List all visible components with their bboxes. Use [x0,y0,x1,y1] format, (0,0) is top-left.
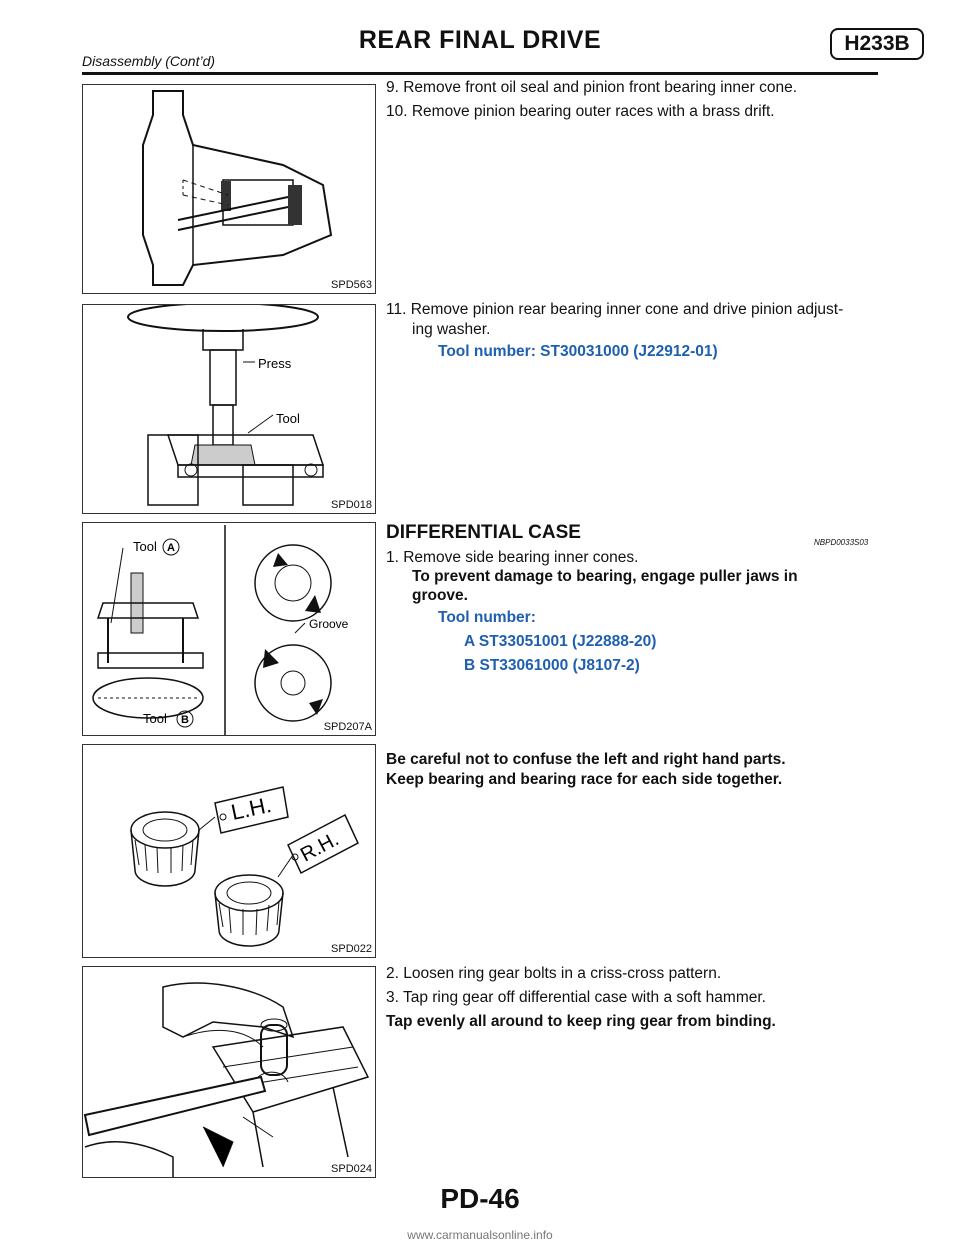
page-subtitle: Disassembly (Cont’d) [82,53,216,69]
tap-note: Tap evenly all around to keep ring gear from binding. [386,1013,776,1030]
puller-bearing-illustration [83,523,375,735]
figure-spd022 [82,744,376,958]
press-label: Press [258,356,292,371]
figure-spd563 [82,84,376,294]
figure-spd018 [82,304,376,514]
carrier-drift-illustration [83,85,375,293]
press-pinion-illustration [83,305,375,513]
section-heading: DIFFERENTIAL CASE [386,522,581,543]
step-11-cont: ing washer. [412,321,491,338]
tool-number-label: Tool number: [438,609,536,626]
diff-step-3: 3. Tap ring gear off differential case with a soft hammer. [386,989,766,1006]
diff-step-2: 2. Loosen ring gear bolts in a criss-cross pattern. [386,965,722,982]
rh-tag-label: R.H. [297,828,343,867]
tool-label: Tool [276,411,300,426]
figure-spd024 [82,966,376,1178]
footer-watermark: www.carmanualsonline.info [407,1228,553,1242]
figure-caption: SPD018 [331,499,372,511]
hammer-ring-gear-illustration [83,967,375,1177]
figure-spd207a [82,522,376,736]
figure-caption: SPD022 [331,943,372,955]
caution-line-1: Be careful not to confuse the left and right hand parts. [386,751,786,768]
tool-b-number: B ST33061000 (J8107-2) [464,657,640,674]
diff-warning: To prevent damage to bearing, engage puller jaws in [412,568,798,585]
callout-a: A [167,542,175,554]
step-10: 10. Remove pinion bearing outer races with a brass drift. [386,103,775,120]
diff-step-1: 1. Remove side bearing inner cones. [386,549,639,566]
figure-caption: SPD207A [323,721,372,733]
page-number: PD-46 [440,1183,520,1214]
step-11: 11. Remove pinion rear bearing inner cone and drive pinion adjust- [386,301,844,318]
figure-caption: SPD563 [331,279,372,291]
groove-label: Groove [309,617,349,631]
lh-tag-label: L.H. [228,792,274,825]
page-title: REAR FINAL DRIVE [358,26,602,54]
step-9: 9. Remove front oil seal and pinion front bearing inner cone. [386,79,797,96]
section-code: NBPD0033S03 [814,538,869,547]
caution-line-2: Keep bearing and bearing race for each side together. [386,771,783,788]
model-badge: H233B [830,28,924,60]
tool-a-label: Tool [133,539,157,554]
diff-warning-cont: groove. [412,587,468,604]
figure-caption: SPD024 [331,1163,372,1175]
tool-a-number: A ST33051001 (J22888-20) [464,633,657,650]
callout-b: B [181,714,189,726]
tool-b-label: Tool [143,711,167,726]
header-rule [82,72,878,75]
bearings-tagged-illustration [83,745,375,957]
tool-number-st30031000: Tool number: ST30031000 (J22912-01) [438,343,718,360]
